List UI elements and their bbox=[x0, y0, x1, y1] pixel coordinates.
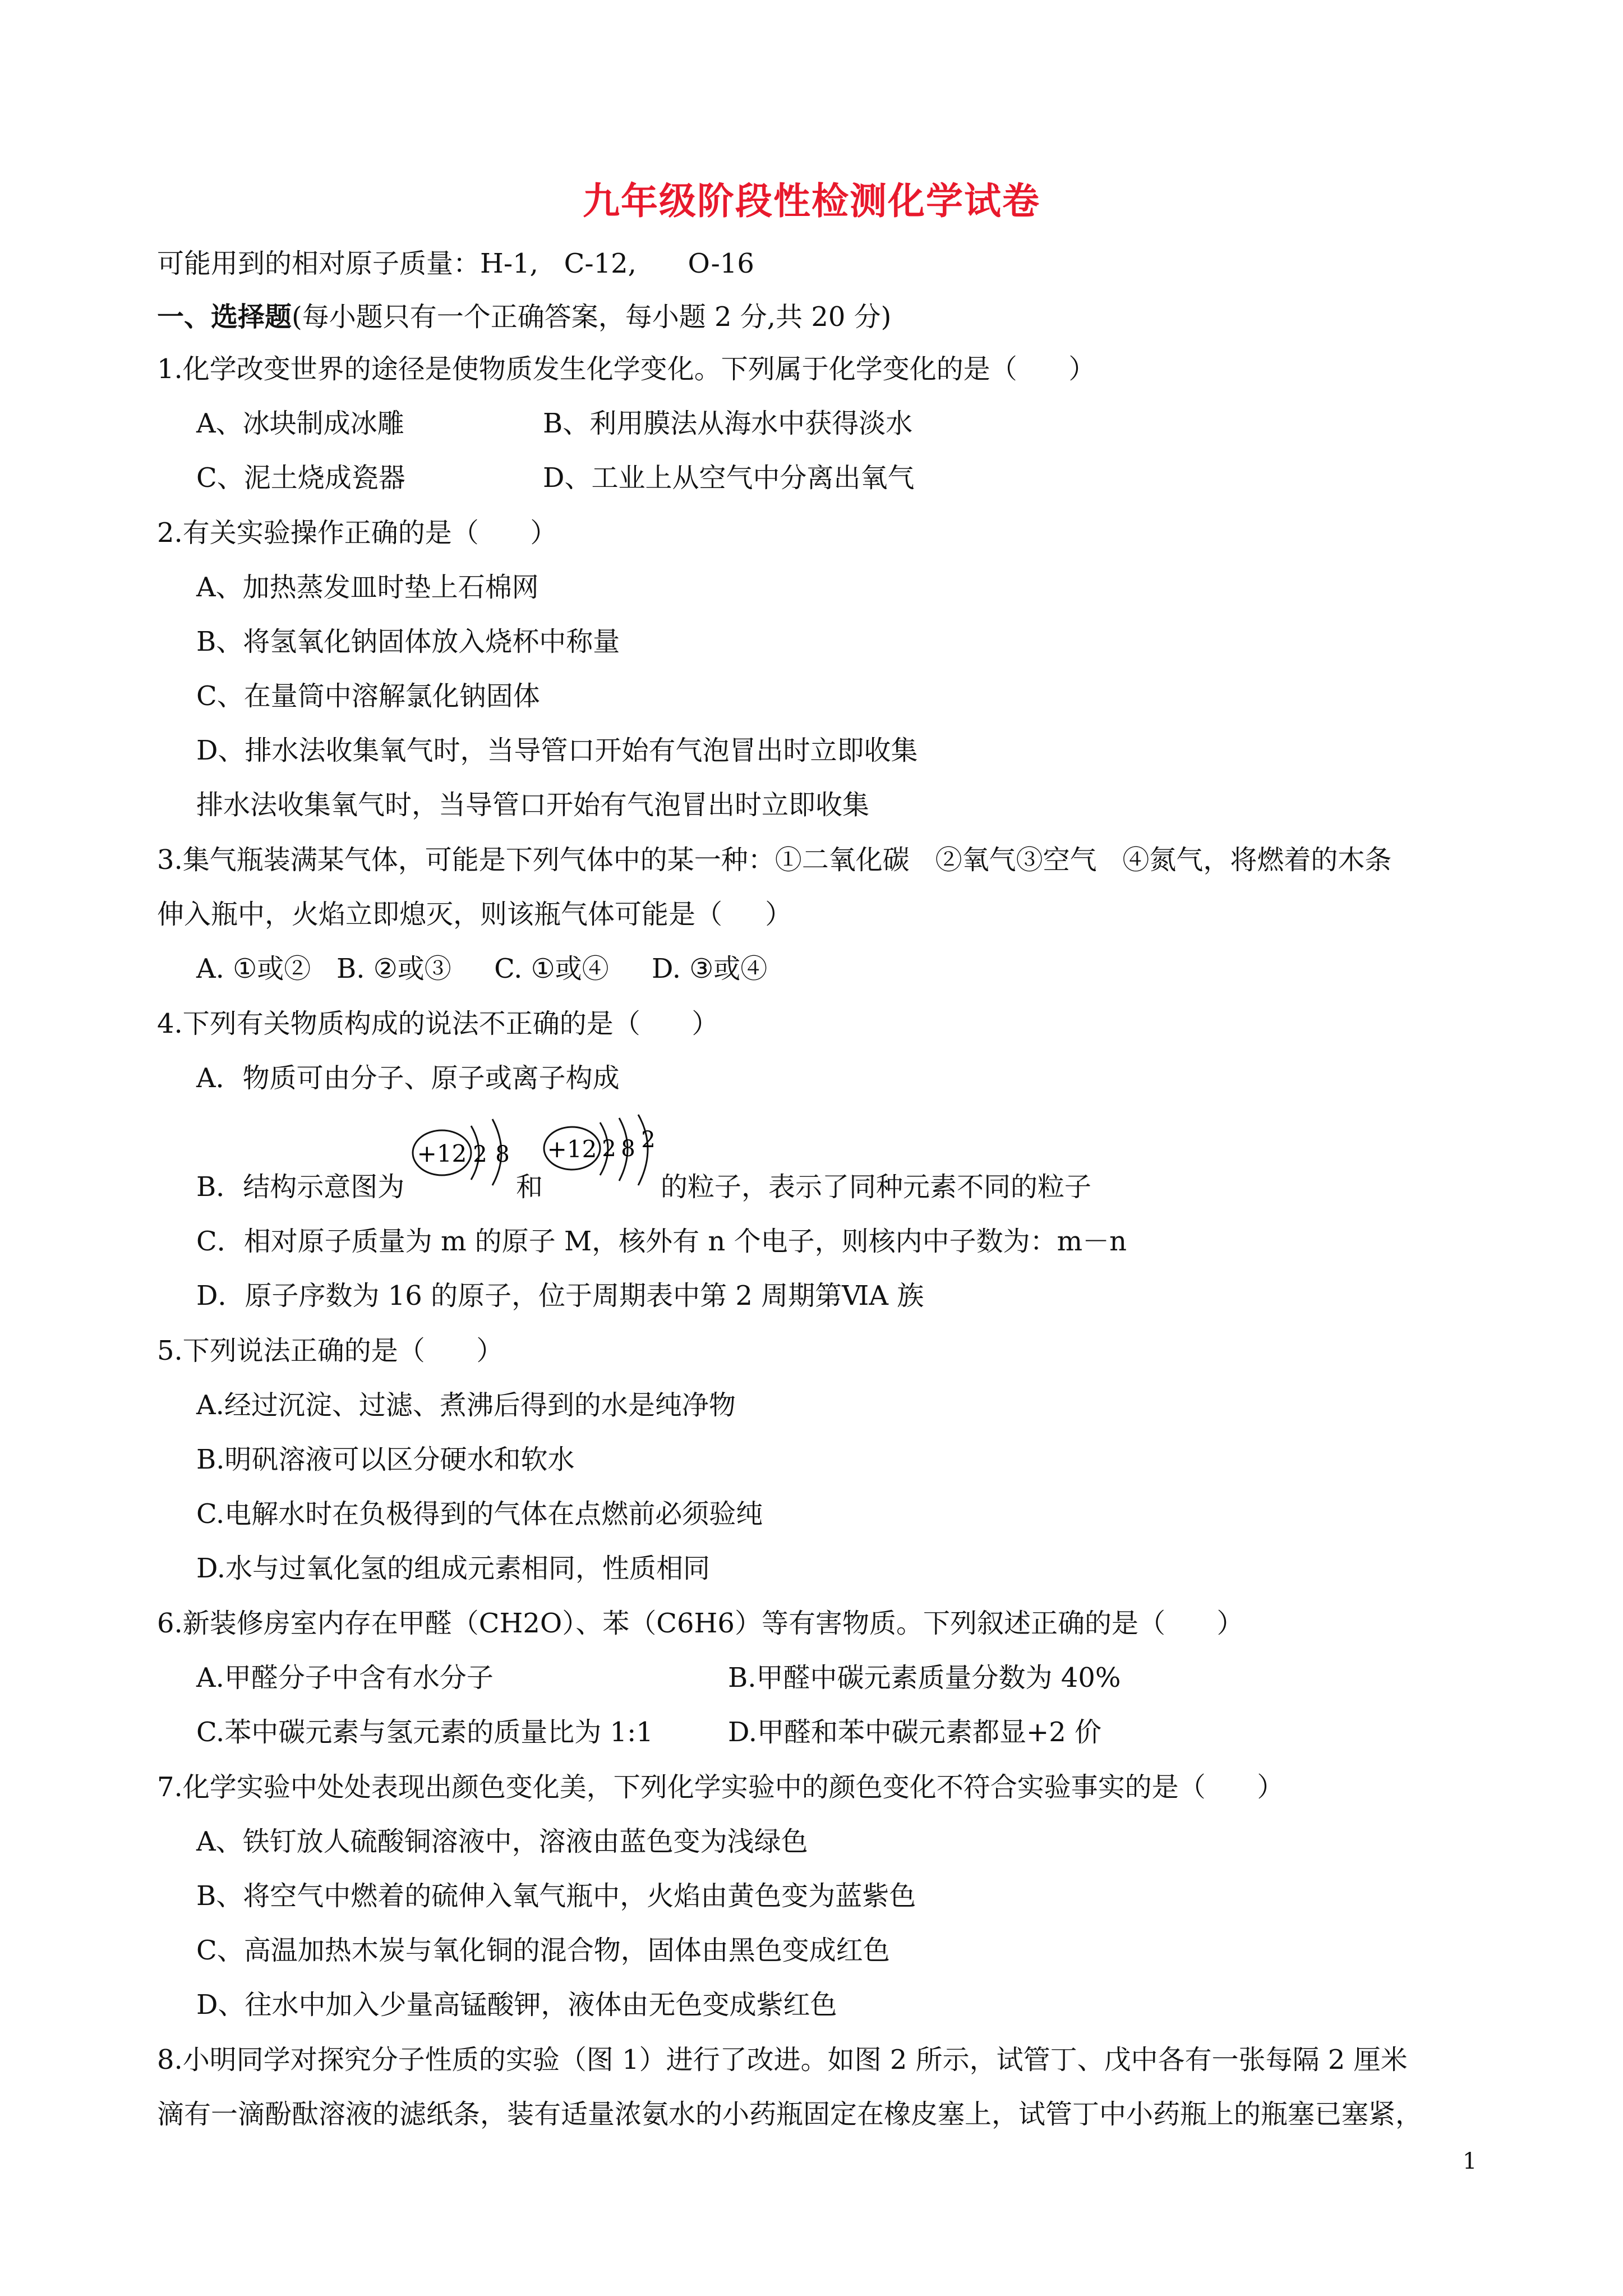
q3-stem-line2: 伸入瓶中，火焰立即熄灭，则该瓶气体可能是（ ） bbox=[157, 899, 792, 930]
q5-option-b: B.明矾溶液可以区分硬水和软水 bbox=[196, 1444, 575, 1475]
q4-option-d: D．原子序数为 16 的原子，位于周期表中第 2 周期第ⅥA 族 bbox=[196, 1280, 924, 1312]
q7-option-b: B、将空气中燃着的硫伸入氧气瓶中，火焰由黄色变为蓝紫色 bbox=[196, 1880, 916, 1912]
q4-option-b-post: 的粒子，表示了同种元素不同的粒子 bbox=[661, 1171, 1092, 1203]
atomic-masses: 可能用到的相对原子质量：H-1, C-12, O-16 bbox=[157, 248, 754, 279]
q7-option-c: C、高温加热木炭与氧化铜的混合物，固体由黑色变成红色 bbox=[196, 1935, 890, 1966]
shell-electron-count: 2 bbox=[602, 1136, 616, 1162]
q6-option-b: B.甲醛中碳元素质量分数为 40% bbox=[728, 1662, 1121, 1694]
shell-electron-count: 2 bbox=[641, 1127, 656, 1153]
q7-option-a: A、铁钉放人硫酸铜溶液中，溶液由蓝色变为浅绿色 bbox=[196, 1826, 808, 1857]
q4-option-c: C．相对原子质量为 m 的原子 M，核外有 n 个电子，则核内中子数为：m－n bbox=[196, 1226, 1127, 1257]
section-heading bbox=[157, 300, 891, 334]
q5-option-c: C.电解水时在负极得到的气体在点燃前必须验纯 bbox=[196, 1498, 763, 1530]
q1-option-d: D、工业上从空气中分离出氧气 bbox=[543, 462, 915, 494]
page-number: 1 bbox=[1463, 2148, 1477, 2174]
q1-option-c: C、泥土烧成瓷器 bbox=[196, 462, 405, 494]
q2-option-a: A、加热蒸发皿时垫上石棉网 bbox=[196, 572, 539, 603]
q2-extra: 排水法收集氧气时，当导管口开始有气泡冒出时立即收集 bbox=[196, 789, 870, 821]
q1-option-b: B、利用膜法从海水中获得淡水 bbox=[543, 408, 913, 439]
q1-stem: 1.化学改变世界的途径是使物质发生化学变化。下列属于化学变化的是（ ） bbox=[157, 353, 1096, 385]
q2-option-c: C、在量筒中溶解氯化钠固体 bbox=[196, 680, 540, 712]
q2-stem: 2.有关实验操作正确的是（ ） bbox=[157, 517, 557, 549]
q3-stem-line1: 3.集气瓶装满某气体，可能是下列气体中的某一种：①二氧化碳 ②氧气③空气 ④氮气，将燃着的木条 bbox=[157, 844, 1392, 876]
q6-option-d: D.甲醛和苯中碳元素都显+2 价 bbox=[728, 1717, 1102, 1748]
q6-option-c: C.苯中碳元素与氢元素的质量比为 1:1 bbox=[196, 1717, 653, 1748]
q7-stem: 7.化学实验中处处表现出颜色变化美，下列化学实验中的颜色变化不符合实验事实的是（ ） bbox=[157, 1772, 1284, 1803]
shell-electron-count: 8 bbox=[495, 1142, 510, 1167]
q7-option-d: D、往水中加入少量高锰酸钾，液体由无色变成紫红色 bbox=[196, 1989, 837, 2021]
exam-title: 九年级阶段性检测化学试卷 bbox=[583, 179, 1040, 223]
nucleus-charge: +12 bbox=[417, 1140, 467, 1167]
q6-option-a: A.甲醛分子中含有水分子 bbox=[196, 1662, 494, 1694]
nucleus-charge: +12 bbox=[547, 1135, 597, 1163]
q4-option-a: A．物质可由分子、原子或离子构成 bbox=[196, 1062, 620, 1094]
q5-stem: 5.下列说法正确的是（ ） bbox=[157, 1335, 504, 1366]
q4-option-b-pre: B．结构示意图为 bbox=[196, 1171, 405, 1203]
q5-option-d: D.水与过氧化氢的组成元素相同，性质相同 bbox=[196, 1553, 711, 1584]
section-note: (每小题只有一个正确答案，每小题 2 分,共 20 分) bbox=[292, 301, 892, 333]
shell-electron-count: 8 bbox=[621, 1136, 635, 1162]
q4-option-b-mid: 和 bbox=[516, 1171, 543, 1203]
q5-option-a: A.经过沉淀、过滤、煮沸后得到的水是纯净物 bbox=[196, 1389, 736, 1421]
q8-stem-line2: 滴有一滴酚酞溶液的滤纸条，装有适量浓氨水的小药瓶固定在橡皮塞上，试管丁中小药瓶上的瓶塞已塞紧， bbox=[157, 2099, 1423, 2130]
q6-stem: 6.新装修房室内存在甲醛（CH2O）、苯（C6H6）等有害物质。下列叙述正确的是（ ） bbox=[157, 1608, 1244, 1639]
q4-stem: 4.下列有关物质构成的说法不正确的是（ ） bbox=[157, 1008, 719, 1039]
q3-options: A. ①或② B. ②或③ C. ①或④ D. ③或④ bbox=[196, 953, 768, 984]
q1-option-a: A、冰块制成冰雕 bbox=[196, 408, 404, 439]
atom-structure-diagram-1 bbox=[408, 1114, 520, 1186]
atom-structure-diagram-2 bbox=[540, 1114, 668, 1186]
q8-stem-line1: 8.小明同学对探究分子性质的实验（图 1）进行了改进。如图 2 所示，试管丁、戊中各有一张每隔 2 厘米 bbox=[157, 2044, 1408, 2076]
shell-electron-count: 2 bbox=[473, 1142, 487, 1167]
section-title: 一、选择题 bbox=[157, 301, 292, 333]
q2-option-d: D、排水法收集氧气时，当导管口开始有气泡冒出时立即收集 bbox=[196, 735, 918, 766]
q2-option-b: B、将氢氧化钠固体放入烧杯中称量 bbox=[196, 626, 620, 657]
